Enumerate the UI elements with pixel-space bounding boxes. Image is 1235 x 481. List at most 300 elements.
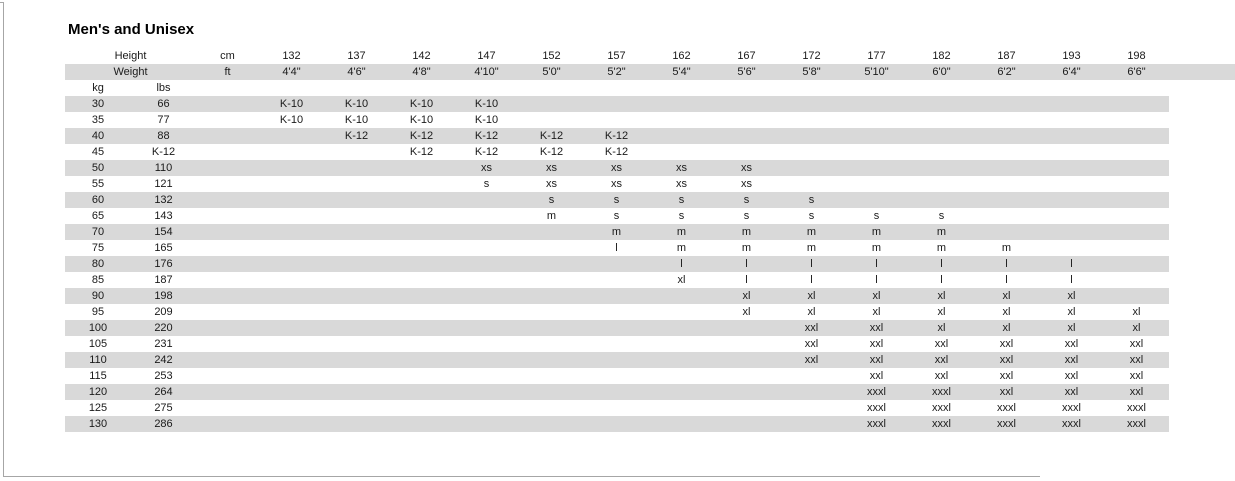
size-cell: xs: [741, 178, 752, 190]
empty-cell: [196, 160, 259, 176]
size-cell: m: [714, 224, 779, 240]
height-ft-value: 6'6": [1104, 64, 1169, 80]
size-cell: [519, 352, 584, 368]
lbs-value: 220: [131, 320, 196, 336]
kg-value: 65: [91, 210, 105, 222]
size-cell: [389, 384, 454, 400]
size-cell: s: [613, 210, 620, 222]
size-cell: [259, 416, 324, 432]
table-row: [65, 224, 1169, 240]
size-cell: [324, 400, 389, 416]
size-cell: [714, 112, 779, 128]
size-cell: [454, 368, 519, 384]
size-cell: [454, 416, 519, 432]
size-cell: [1039, 192, 1104, 208]
size-cell: [584, 272, 649, 288]
size-cell: [519, 320, 584, 336]
table-row: [65, 400, 1169, 416]
size-cell: [649, 368, 714, 384]
size-cell: [519, 336, 584, 352]
size-cell: [1104, 96, 1169, 112]
size-cell: l: [940, 274, 943, 286]
empty-cell: [714, 80, 779, 96]
weight-header-row: [65, 64, 1169, 80]
size-cell: xxl: [934, 338, 949, 350]
size-cell: [909, 160, 974, 176]
size-cell: [519, 368, 584, 384]
size-cell: [389, 368, 454, 384]
kg-value: 100: [65, 320, 131, 336]
table-row: [65, 192, 1169, 208]
size-cell: m: [871, 242, 882, 254]
height-label: Height: [114, 50, 147, 62]
height-ft-value: 4'8": [389, 64, 454, 80]
size-cell: l: [974, 256, 1039, 272]
kg-value: 115: [89, 370, 107, 382]
size-cell: [259, 208, 324, 224]
lbs-value: 143: [154, 210, 173, 222]
size-cell: K-10: [454, 96, 519, 112]
lbs-value: 253: [154, 370, 173, 382]
size-cell: [259, 336, 324, 352]
lbs-value: 275: [154, 402, 173, 414]
size-cell: xxxl: [932, 402, 951, 414]
size-cell: [779, 368, 844, 384]
size-cell: [324, 352, 389, 368]
size-cell: xxxl: [1127, 402, 1146, 414]
kg-value: 40: [65, 128, 131, 144]
size-cell: [454, 224, 519, 240]
size-cell: [519, 416, 584, 432]
size-cell: [974, 192, 1039, 208]
size-cell: [714, 96, 779, 112]
empty-cell: [196, 288, 259, 304]
size-cell: xxxl: [844, 384, 909, 400]
size-cell: [454, 352, 519, 368]
size-cell: [324, 160, 389, 176]
size-cell: m: [909, 224, 974, 240]
size-cell: [454, 384, 519, 400]
size-cell: [519, 240, 584, 256]
ft-unit-label: ft: [196, 64, 259, 80]
size-cell: [1039, 160, 1104, 176]
lbs-value: 198: [131, 288, 196, 304]
size-cell: [1104, 112, 1169, 128]
height-cm-value: 172: [802, 50, 821, 62]
size-cell: l: [1039, 256, 1104, 272]
size-cell: [324, 240, 389, 256]
size-cell: s: [938, 210, 945, 222]
size-cell: [1104, 160, 1169, 176]
size-cell: xl: [872, 306, 881, 318]
height-cm-value: 162: [672, 50, 691, 62]
table-row: [65, 256, 1169, 272]
size-cell: [844, 96, 909, 112]
size-cell: [584, 320, 649, 336]
size-cell: [584, 384, 649, 400]
size-cell: [779, 144, 844, 160]
lbs-value: K-12: [151, 146, 176, 158]
size-cell: xl: [807, 306, 816, 318]
size-cell: [779, 400, 844, 416]
size-cell: [909, 144, 974, 160]
size-cell: [259, 272, 324, 288]
size-cell: [974, 208, 1039, 224]
size-cell: s: [649, 192, 714, 208]
kg-value: 45: [91, 146, 105, 158]
size-cell: [519, 256, 584, 272]
size-cell: [1039, 208, 1104, 224]
lbs-value: 121: [154, 178, 173, 190]
size-cell: xs: [714, 160, 779, 176]
size-cell: [974, 160, 1039, 176]
size-cell: [1039, 176, 1104, 192]
size-cell: K-12: [539, 146, 564, 158]
size-cell: xxl: [804, 338, 819, 350]
size-cell: [1104, 272, 1169, 288]
size-cell: [714, 368, 779, 384]
size-cell: [324, 288, 389, 304]
size-cell: [1104, 256, 1169, 272]
size-cell: [1039, 128, 1104, 144]
size-cell: [779, 112, 844, 128]
size-cell: xxl: [1129, 338, 1144, 350]
lbs-unit-label: lbs: [156, 82, 171, 94]
table-row: [65, 384, 1169, 400]
size-cell: [714, 336, 779, 352]
height-cm-value: 152: [542, 50, 561, 62]
size-cell: xl: [742, 306, 751, 318]
size-cell: [519, 272, 584, 288]
size-cell: [974, 224, 1039, 240]
size-cell: [584, 400, 649, 416]
empty-cell: [909, 80, 974, 96]
size-cell: xl: [714, 288, 779, 304]
size-cell: xxl: [1129, 370, 1144, 382]
height-ft-value: 5'10": [844, 64, 909, 80]
lbs-value: 132: [131, 192, 196, 208]
size-cell: [259, 304, 324, 320]
size-cell: [259, 256, 324, 272]
size-cell: [324, 176, 389, 192]
size-cell: [454, 192, 519, 208]
size-cell: xxxl: [909, 416, 974, 432]
size-cell: s: [808, 210, 815, 222]
empty-cell: [196, 416, 259, 432]
size-cell: [584, 112, 649, 128]
lbs-value: 77: [157, 114, 170, 126]
lbs-value: 176: [131, 256, 196, 272]
kg-value: 75: [91, 242, 105, 254]
size-cell: xl: [1039, 288, 1104, 304]
size-cell: [389, 288, 454, 304]
lbs-value: 286: [131, 416, 196, 432]
size-cell: m: [806, 242, 817, 254]
size-cell: K-12: [324, 128, 389, 144]
size-cell: [584, 256, 649, 272]
size-cell: [519, 96, 584, 112]
size-cell: [714, 352, 779, 368]
size-cell: [909, 128, 974, 144]
size-cell: [324, 208, 389, 224]
unit-header-row: [65, 80, 1169, 96]
weight-label: Weight: [65, 64, 196, 80]
size-cell: [584, 368, 649, 384]
size-cell: K-12: [584, 128, 649, 144]
height-ft-value: 5'8": [779, 64, 844, 80]
size-cell: [519, 224, 584, 240]
size-cell: s: [779, 192, 844, 208]
size-cell: K-12: [454, 128, 519, 144]
size-cell: K-12: [519, 128, 584, 144]
size-cell: [389, 416, 454, 432]
size-cell: xl: [937, 306, 946, 318]
size-cell: s: [519, 192, 584, 208]
size-cell: s: [483, 178, 490, 190]
size-cell: [454, 240, 519, 256]
table-row: [65, 320, 1169, 336]
kg-value: 35: [91, 114, 105, 126]
kg-value: 105: [88, 338, 108, 350]
empty-cell: [196, 336, 259, 352]
size-cell: [454, 336, 519, 352]
size-cell: [324, 320, 389, 336]
size-cell: [779, 176, 844, 192]
empty-cell: [196, 128, 259, 144]
size-cell: [714, 128, 779, 144]
size-cell: [519, 304, 584, 320]
size-cell: l: [810, 274, 813, 286]
size-cell: [324, 384, 389, 400]
lbs-value: 187: [154, 274, 173, 286]
height-cm-value: 167: [737, 50, 756, 62]
size-cell: xxl: [909, 352, 974, 368]
size-cell: m: [1001, 242, 1012, 254]
size-cell: [454, 256, 519, 272]
size-cell: K-10: [344, 114, 369, 126]
page-title: Men's and Unisex: [68, 21, 195, 38]
size-cell: s: [584, 192, 649, 208]
size-cell: [259, 192, 324, 208]
size-cell: m: [676, 242, 687, 254]
size-cell: [1104, 192, 1169, 208]
ft-row-gray-extension: [1169, 64, 1235, 80]
size-cell: xxxl: [909, 384, 974, 400]
size-cell: K-10: [279, 114, 304, 126]
kg-value: 125: [88, 402, 108, 414]
size-cell: xxl: [974, 352, 1039, 368]
size-cell: xxxl: [1039, 416, 1104, 432]
height-ft-value: 5'2": [584, 64, 649, 80]
size-cell: [519, 112, 584, 128]
size-cell: [1104, 288, 1169, 304]
kg-value: 130: [65, 416, 131, 432]
size-cell: [519, 384, 584, 400]
table-row: [65, 144, 1169, 160]
empty-cell: [196, 304, 259, 320]
empty-cell: [196, 400, 259, 416]
size-cell: [649, 352, 714, 368]
size-cell: l: [844, 256, 909, 272]
table-row: [65, 336, 1169, 352]
size-cell: s: [714, 192, 779, 208]
size-cell: xxl: [999, 338, 1014, 350]
size-cell: m: [546, 210, 557, 222]
size-chart-table: [65, 48, 1169, 432]
size-cell: [389, 320, 454, 336]
size-cell: [1104, 208, 1169, 224]
size-cell: xxl: [779, 320, 844, 336]
size-cell: [389, 224, 454, 240]
size-cell: xxl: [974, 384, 1039, 400]
kg-value: 50: [65, 160, 131, 176]
size-cell: [389, 400, 454, 416]
size-cell: xs: [649, 160, 714, 176]
height-cm-value: 198: [1127, 50, 1146, 62]
size-cell: xs: [584, 160, 649, 176]
size-cell: [909, 176, 974, 192]
empty-cell: [196, 224, 259, 240]
size-cell: [324, 272, 389, 288]
size-cell: s: [678, 210, 685, 222]
kg-unit-label: kg: [92, 82, 104, 94]
size-cell: [844, 192, 909, 208]
size-cell: [844, 160, 909, 176]
size-cell: xl: [1002, 306, 1011, 318]
size-cell: xs: [519, 160, 584, 176]
table-row: [65, 208, 1169, 224]
size-cell: xs: [611, 178, 622, 190]
size-cell: l: [1070, 274, 1073, 286]
empty-cell: [1104, 80, 1169, 96]
size-cell: l: [615, 242, 618, 254]
size-cell: xxxl: [1104, 416, 1169, 432]
kg-value: 30: [65, 96, 131, 112]
table-row: [65, 272, 1169, 288]
size-cell: [259, 224, 324, 240]
empty-cell: [389, 80, 454, 96]
size-cell: [974, 176, 1039, 192]
size-cell: K-12: [474, 146, 499, 158]
size-cell: xl: [909, 320, 974, 336]
size-cell: [714, 144, 779, 160]
size-cell: [324, 368, 389, 384]
size-cell: [1039, 144, 1104, 160]
size-cell: [909, 112, 974, 128]
lbs-value: 110: [131, 160, 196, 176]
size-cell: xxl: [779, 352, 844, 368]
size-cell: xxl: [999, 370, 1014, 382]
size-cell: [454, 304, 519, 320]
height-cm-value: 187: [997, 50, 1016, 62]
kg-value: 60: [65, 192, 131, 208]
size-cell: [844, 128, 909, 144]
size-cell: [324, 144, 389, 160]
kg-value: 95: [91, 306, 105, 318]
size-cell: [844, 112, 909, 128]
lbs-value: 154: [131, 224, 196, 240]
size-cell: [389, 336, 454, 352]
size-cell: [389, 176, 454, 192]
size-cell: [584, 416, 649, 432]
size-cell: m: [741, 242, 752, 254]
table-row: [65, 416, 1169, 432]
size-cell: l: [779, 256, 844, 272]
empty-cell: [196, 80, 259, 96]
left-border-line: [3, 2, 4, 476]
size-cell: [649, 400, 714, 416]
height-ft-value: 5'6": [714, 64, 779, 80]
table-row: [65, 368, 1169, 384]
size-cell: K-12: [409, 146, 434, 158]
height-ft-value: 4'4": [259, 64, 324, 80]
size-cell: [1104, 176, 1169, 192]
size-cell: [324, 256, 389, 272]
size-cell: xl: [909, 288, 974, 304]
size-cell: [974, 144, 1039, 160]
kg-value: 90: [65, 288, 131, 304]
size-cell: [259, 176, 324, 192]
size-cell: [259, 288, 324, 304]
size-cell: [779, 416, 844, 432]
size-cell: l: [649, 256, 714, 272]
size-cell: [324, 304, 389, 320]
height-ft-value: 6'4": [1039, 64, 1104, 80]
height-ft-value: 4'6": [324, 64, 389, 80]
size-cell: xl: [1132, 306, 1141, 318]
size-cell: [1104, 240, 1169, 256]
size-cell: [389, 272, 454, 288]
size-cell: [454, 272, 519, 288]
size-cell: l: [1005, 274, 1008, 286]
size-cell: [389, 208, 454, 224]
size-cell: xxl: [1039, 352, 1104, 368]
size-cell: [649, 96, 714, 112]
size-cell: [649, 336, 714, 352]
empty-cell: [519, 80, 584, 96]
size-cell: [259, 384, 324, 400]
empty-cell: [196, 256, 259, 272]
size-cell: [779, 384, 844, 400]
size-cell: [1104, 144, 1169, 160]
height-ft-value: 4'10": [454, 64, 519, 80]
size-cell: [454, 288, 519, 304]
size-cell: xl: [779, 288, 844, 304]
lbs-value: 209: [154, 306, 173, 318]
size-cell: xxl: [1039, 384, 1104, 400]
size-cell: [649, 144, 714, 160]
empty-cell: [844, 80, 909, 96]
size-cell: [389, 240, 454, 256]
table-row: [65, 176, 1169, 192]
size-cell: [584, 288, 649, 304]
size-cell: [389, 160, 454, 176]
table-row: [65, 240, 1169, 256]
size-cell: K-10: [259, 96, 324, 112]
empty-cell: [454, 80, 519, 96]
size-cell: [649, 112, 714, 128]
size-cell: K-12: [604, 146, 629, 158]
size-cell: [454, 320, 519, 336]
empty-cell: [196, 240, 259, 256]
size-cell: [1039, 112, 1104, 128]
size-cell: [519, 400, 584, 416]
size-cell: xxxl: [997, 402, 1016, 414]
kg-value: 85: [91, 274, 105, 286]
height-cm-value: 147: [477, 50, 496, 62]
size-cell: l: [714, 256, 779, 272]
size-cell: [519, 288, 584, 304]
